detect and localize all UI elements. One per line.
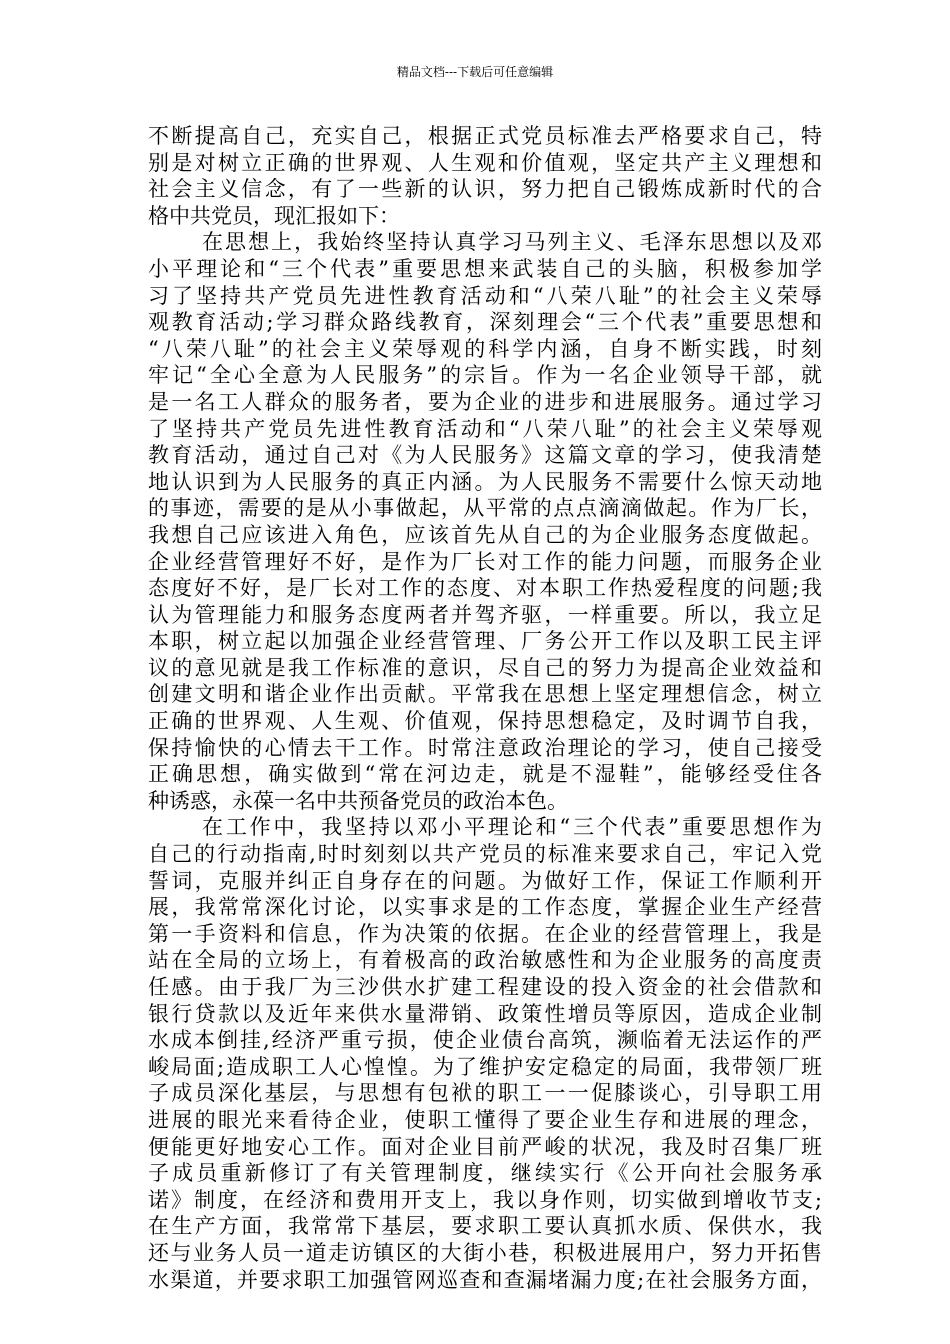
text-line: 在生产方面，我常常下基层，要求职工要认真抓水质、保供水，我 xyxy=(148,1214,822,1239)
text-line: 种诱惑，永葆一名中共预备党员的政治本色。 xyxy=(148,788,568,813)
text-line: 便能更好地安心工作。面对企业目前严峻的状况，我及时召集厂班 xyxy=(148,1134,822,1159)
text-line: 第一手资料和信息，作为决策的依据。在企业的经营管理上，我是 xyxy=(148,921,822,946)
text-line: 水渠道，并要求职工加强管网巡查和查漏堵漏力度;在社会服务方面， xyxy=(148,1267,822,1292)
text-line: 峻局面;造成职工人心惶惶。为了维护安定稳定的局面，我带领厂班 xyxy=(148,1054,822,1079)
text-line: 我想自己应该进入角色，应该首先从自己的为企业服务态度做起。 xyxy=(148,522,822,547)
text-line: 自己的行动指南,时时刻刻以共产党员的标准来要求自己，牢记入党 xyxy=(148,842,822,867)
text-line: 议的意见就是我工作标准的意识，尽自己的努力为提高企业效益和 xyxy=(148,655,822,680)
text-line: 正确思想，确实做到“常在河边走，就是不湿鞋”，能够经受住各 xyxy=(148,762,822,787)
text-line: 进展的眼光来看待企业，使职工懂得了要企业生存和进展的理念， xyxy=(148,1107,822,1132)
text-line: 诺》制度，在经济和费用开支上，我以身作则，切实做到增收节支; xyxy=(148,1187,822,1212)
text-line: 企业经营管理好不好，是作为厂长对工作的能力问题，而服务企业 xyxy=(148,549,822,574)
text-line: 任感。由于我厂为三沙供水扩建工程建设的投入资金的社会借款和 xyxy=(148,975,822,999)
text-line: 社会主义信念，有了一些新的认识，努力把自己锻炼成新时代的合 xyxy=(148,177,822,202)
text-line: 是一名工人群众的服务者，要为企业的进步和进展服务。通过学习 xyxy=(148,389,822,414)
text-line: 誓词，克服并纠正自身存在的问题。为做好工作，保证工作顺利开 xyxy=(148,868,822,893)
text-line: 站在全局的立场上，有着极高的政治敏感性和为企业服务的高度责 xyxy=(148,948,822,973)
paragraph-start-line: 在思想上，我始终坚持认真学习马列主义、毛泽东思想以及邓 xyxy=(202,230,822,255)
paragraph-start-line: 在工作中，我坚持以邓小平理论和“三个代表”重要思想作为 xyxy=(202,815,822,840)
text-line: 认为管理能力和服务态度两者并驾齐驱，一样重要。所以，我立足 xyxy=(148,602,822,627)
text-line: 展，我常常深化讨论，以实事求是的工作态度，掌握企业生产经营 xyxy=(148,895,822,920)
text-line: 保持愉快的心情去干工作。时常注意政治理论的学习，使自己接受 xyxy=(148,735,822,760)
text-line: 态度好不好，是厂长对工作的态度、对本职工作热爱程度的问题;我 xyxy=(148,576,822,601)
text-line: 别是对树立正确的世界观、人生观和价值观，坚定共产主义理想和 xyxy=(148,150,822,175)
document-body xyxy=(148,123,822,1293)
text-line: 还与业务人员一道走访镇区的大街小巷，积极进展用户，努力开拓售 xyxy=(148,1240,822,1265)
text-line: 格中共党员，现汇报如下： xyxy=(148,203,400,228)
text-line: 子成员重新修订了有关管理制度，继续实行《公开向社会服务承 xyxy=(148,1161,822,1186)
text-line: 不断提高自己，充实自己，根据正式党员标准去严格要求自己，特 xyxy=(148,124,822,148)
text-line: 地认识到为人民服务的真正内涵。为人民服务不需要什么惊天动地 xyxy=(148,469,822,494)
text-line: 的事迹，需要的是从小事做起，从平常的点点滴滴做起。作为厂长， xyxy=(148,496,822,521)
text-line: 了坚持共产党员先进性教育活动和“八荣八耻”的社会主义荣辱观 xyxy=(148,416,822,441)
text-line: 观教育活动;学习群众路线教育，深刻理会“三个代表”重要思想和 xyxy=(148,310,822,335)
text-line: 正确的世界观、人生观、价值观，保持思想稳定，及时调节自我， xyxy=(148,709,822,734)
text-line: 水成本倒挂,经济严重亏损，使企业债台高筑，濒临着无法运作的严 xyxy=(148,1028,822,1053)
text-line: 小平理论和“三个代表”重要思想来武装自己的头脑，积极参加学 xyxy=(148,256,822,281)
text-line: 牢记“全心全意为人民服务”的宗旨。作为一名企业领导干部，就 xyxy=(148,363,822,388)
text-line: 子成员深化基层，与思想有包袱的职工一一促膝谈心，引导职工用 xyxy=(148,1081,822,1106)
text-line: “八荣八耻”的社会主义荣辱观的科学内涵，自身不断实践，时刻 xyxy=(148,336,822,361)
text-line: 习了坚持共产党员先进性教育活动和“八荣八耻”的社会主义荣辱 xyxy=(148,283,822,308)
text-line: 银行贷款以及近年来供水量滞销、政策性增员等原因，造成企业制 xyxy=(148,1001,822,1026)
text-line: 本职，树立起以加强企业经营管理、厂务公开工作以及职工民主评 xyxy=(148,629,822,654)
text-line: 教育活动，通过自己对《为人民服务》这篇文章的学习，使我清楚 xyxy=(148,443,822,468)
text-line: 创建文明和谐企业作出贡献。平常我在思想上坚定理想信念，树立 xyxy=(148,682,822,707)
page-header: 精品文档---下载后可任意编辑 xyxy=(396,65,554,79)
